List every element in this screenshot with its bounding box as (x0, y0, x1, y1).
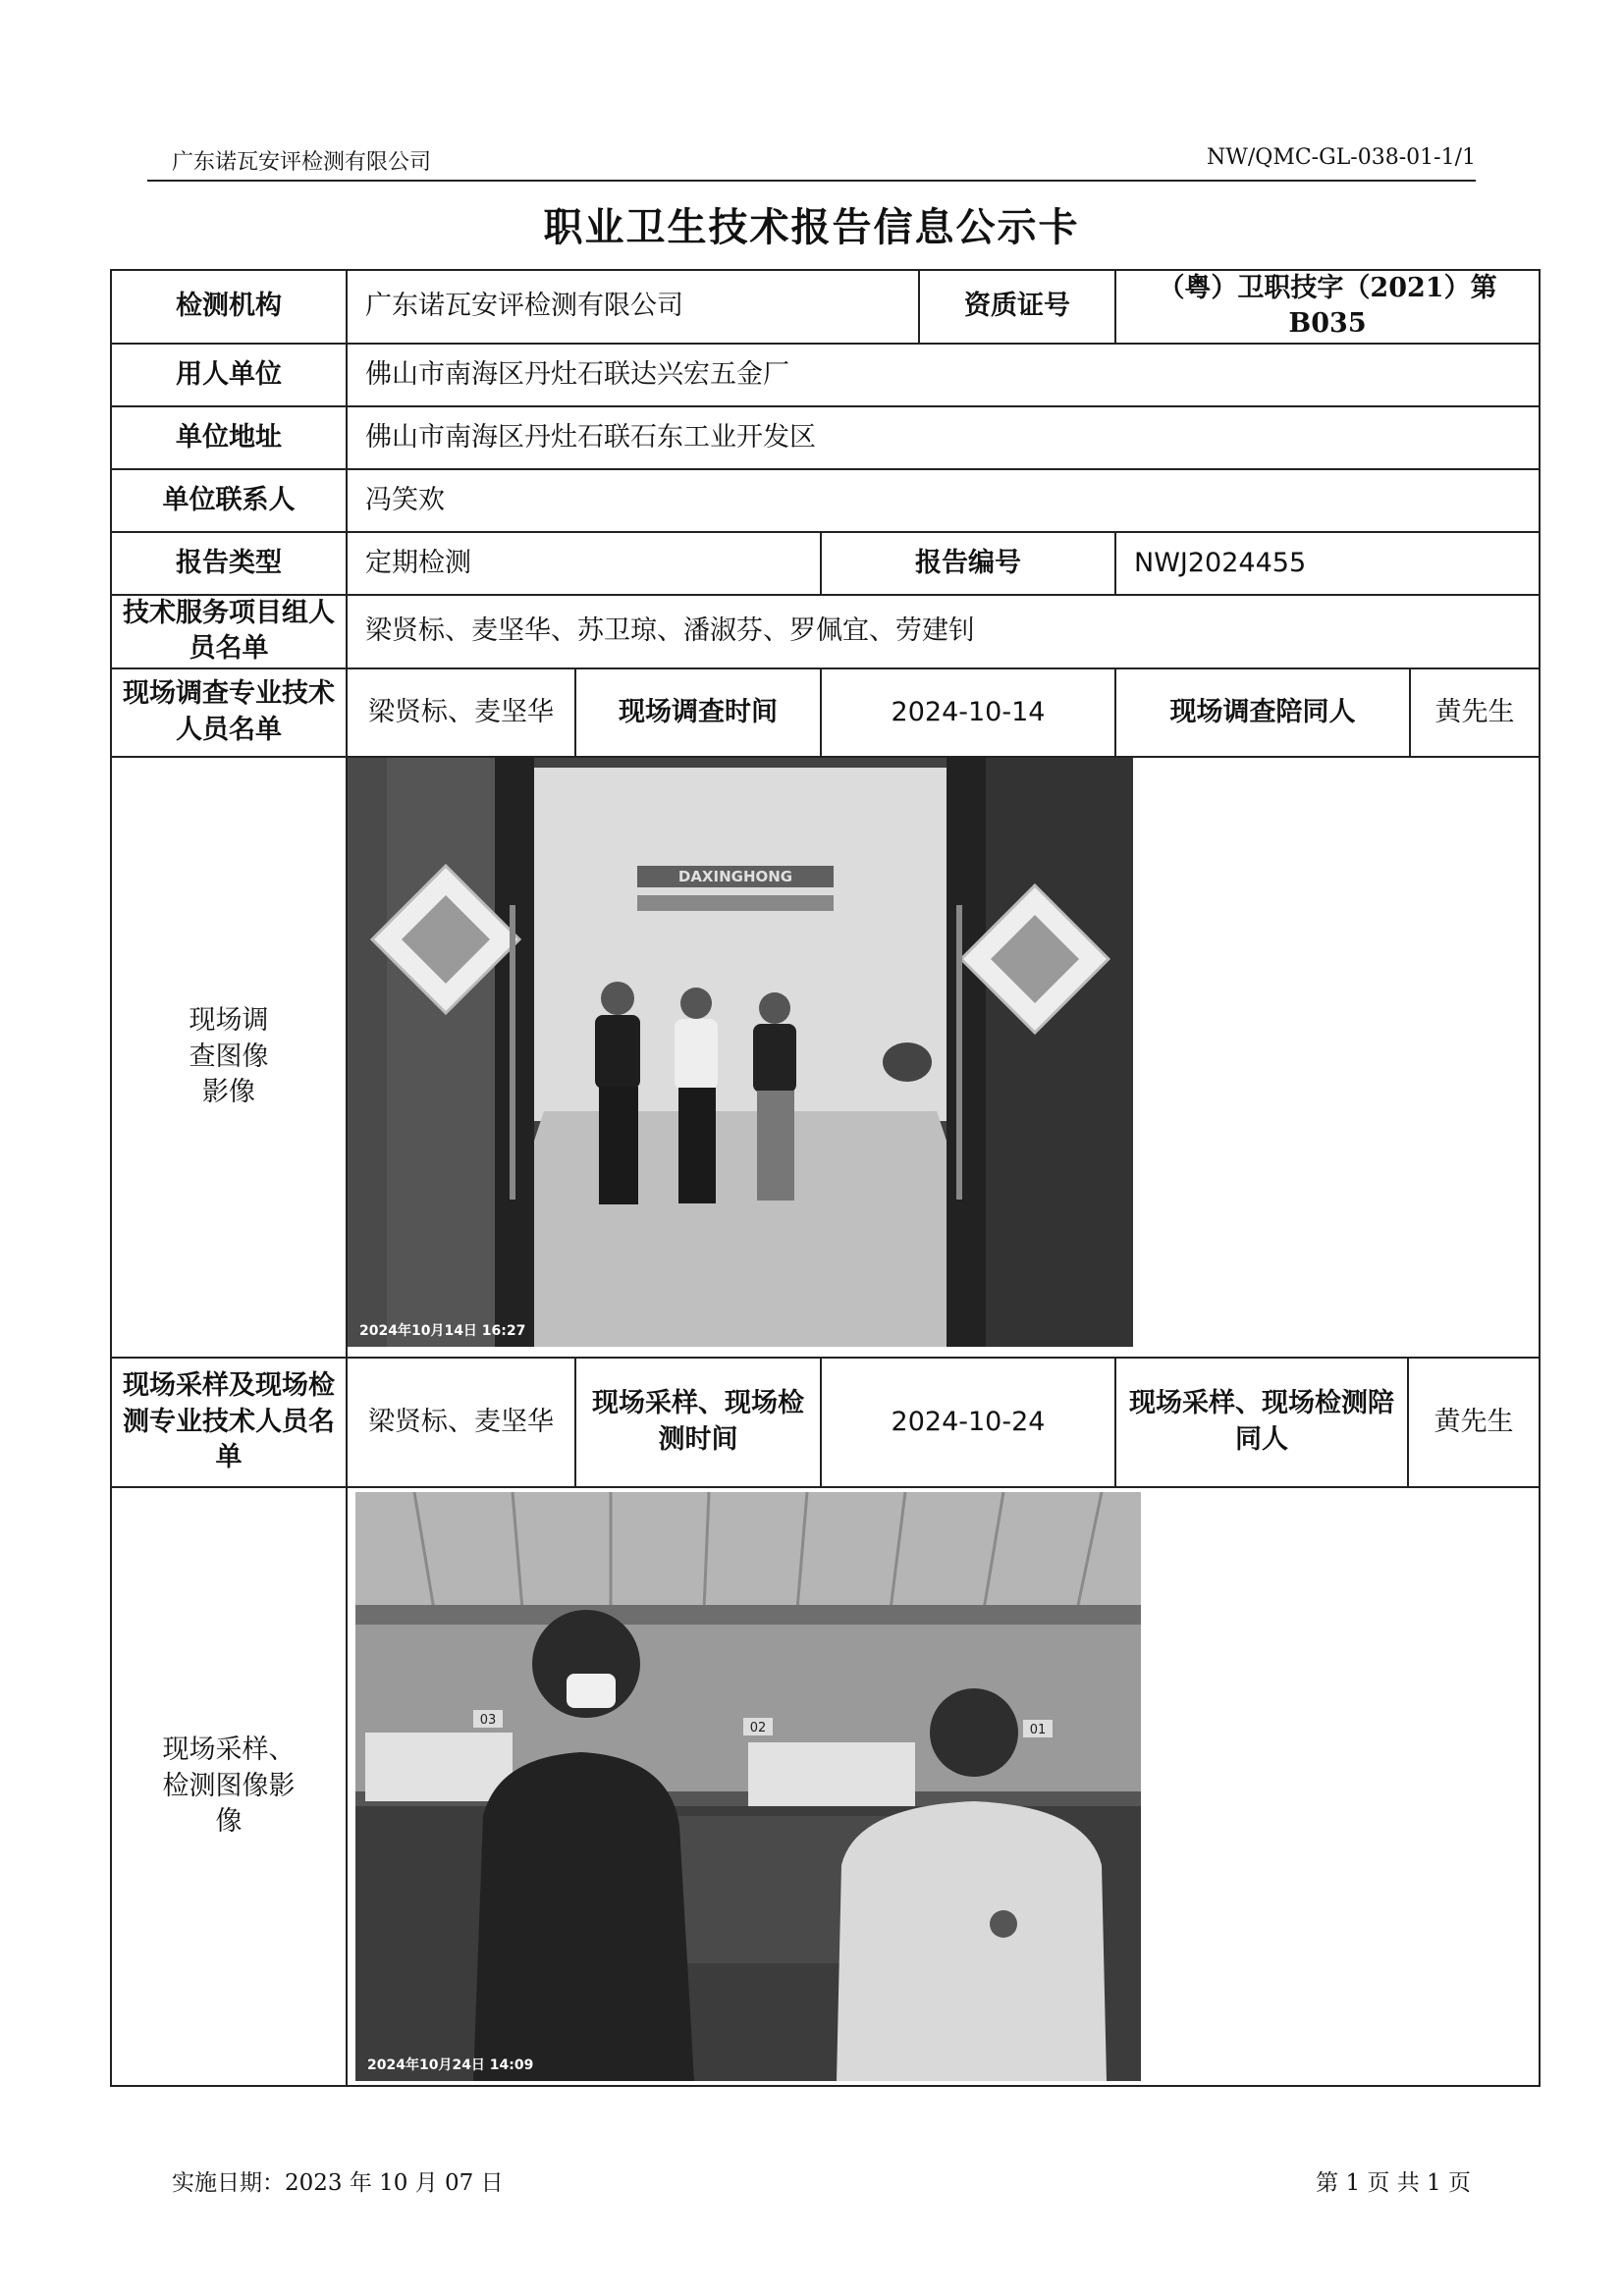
contact-value: 冯笑欢 (347, 469, 1540, 532)
row-address (111, 406, 1540, 469)
header-doc-code: NW/QMC-GL-038-01-1/1 (1207, 145, 1476, 170)
report-type-label: 报告类型 (111, 532, 347, 595)
address-value: 佛山市南海区丹灶石联石东工业开发区 (347, 406, 1540, 469)
row-survey-photo (111, 757, 1540, 1358)
address-label: 单位地址 (111, 406, 347, 469)
row-sampling-photo (111, 1487, 1540, 2086)
survey-time-label: 现场调查时间 (575, 668, 821, 757)
cert-value: （粤）卫职技字（2021）第 B035 (1115, 270, 1540, 344)
footer-page-info: 第 1 页 共 1 页 (1316, 2170, 1471, 2196)
header-divider (147, 180, 1476, 182)
cert-label: 资质证号 (919, 270, 1115, 344)
survey-staff-value: 梁贤标、麦坚华 (347, 668, 575, 757)
row-report (111, 532, 1540, 595)
page-title: 职业卫生技术报告信息公示卡 (543, 204, 1080, 250)
row-survey-info (111, 668, 1540, 757)
survey-companion-label: 现场调查陪同人 (1116, 669, 1411, 756)
sampling-photo (355, 1492, 1141, 2081)
sampling-time-value: 2024-10-24 (821, 1358, 1115, 1487)
row-contact (111, 469, 1540, 532)
sampling-photo-label: 现场采样、检测图像影像 (111, 1487, 347, 2086)
sampling-photo-cell (347, 1487, 1540, 2086)
row-sampling-info (111, 1358, 1540, 1487)
survey-staff-label: 现场调查专业技术人员名单 (111, 668, 347, 757)
header-company: 广东诺瓦安评检测有限公司 (172, 150, 432, 175)
sampling-companion-value: 黄先生 (1434, 1406, 1514, 1437)
employer-label: 用人单位 (111, 344, 347, 406)
sampling-staff-value: 梁贤标、麦坚华 (347, 1358, 575, 1487)
sampling-photo-timestamp: 2024年10月24日 14:09 (367, 2056, 534, 2073)
survey-photo-label: 现场调查图像影像 (111, 757, 347, 1358)
machine-tag-01: 01 (1029, 1722, 1047, 1737)
survey-companion-block (1115, 668, 1540, 757)
contact-label: 单位联系人 (111, 469, 347, 532)
sampling-time-label: 现场采样、现场检测时间 (575, 1358, 821, 1487)
org-label: 检测机构 (111, 270, 347, 344)
survey-photo-cell (347, 757, 1540, 1358)
report-no-value: NWJ2024455 (1115, 532, 1540, 595)
person-2 (675, 988, 718, 1203)
report-type-value: 定期检测 (347, 532, 821, 595)
sampling-companion-label: 现场采样、现场检测陪同人 (1116, 1359, 1409, 1486)
employer-value: 佛山市南海区丹灶石联达兴宏五金厂 (347, 344, 1540, 406)
machine-tag-02: 02 (749, 1720, 767, 1735)
org-value: 广东诺瓦安评检测有限公司 (347, 270, 919, 344)
info-card-table (110, 269, 1541, 2087)
survey-photo-timestamp: 2024年10月14日 16:27 (359, 1322, 526, 1339)
survey-companion-value: 黄先生 (1434, 696, 1515, 727)
footer-effective-date: 实施日期：2023 年 10 月 07 日 (172, 2170, 504, 2196)
row-employer (111, 344, 1540, 406)
team-value: 梁贤标、麦坚华、苏卫琼、潘淑芬、罗佩宜、劳建钊 (347, 595, 1540, 668)
survey-photo (348, 758, 1133, 1347)
report-no-label: 报告编号 (821, 532, 1115, 595)
row-org (111, 270, 1540, 344)
team-label: 技术服务项目组人员名单 (111, 595, 347, 668)
row-team (111, 595, 1540, 668)
sampling-staff-label: 现场采样及现场检测专业技术人员名单 (111, 1358, 347, 1487)
survey-photo-sign: DAXINGHONG (677, 867, 793, 885)
survey-time-value: 2024-10-14 (821, 668, 1115, 757)
sampling-companion-block (1115, 1358, 1540, 1487)
machine-tag-03: 03 (479, 1712, 497, 1728)
